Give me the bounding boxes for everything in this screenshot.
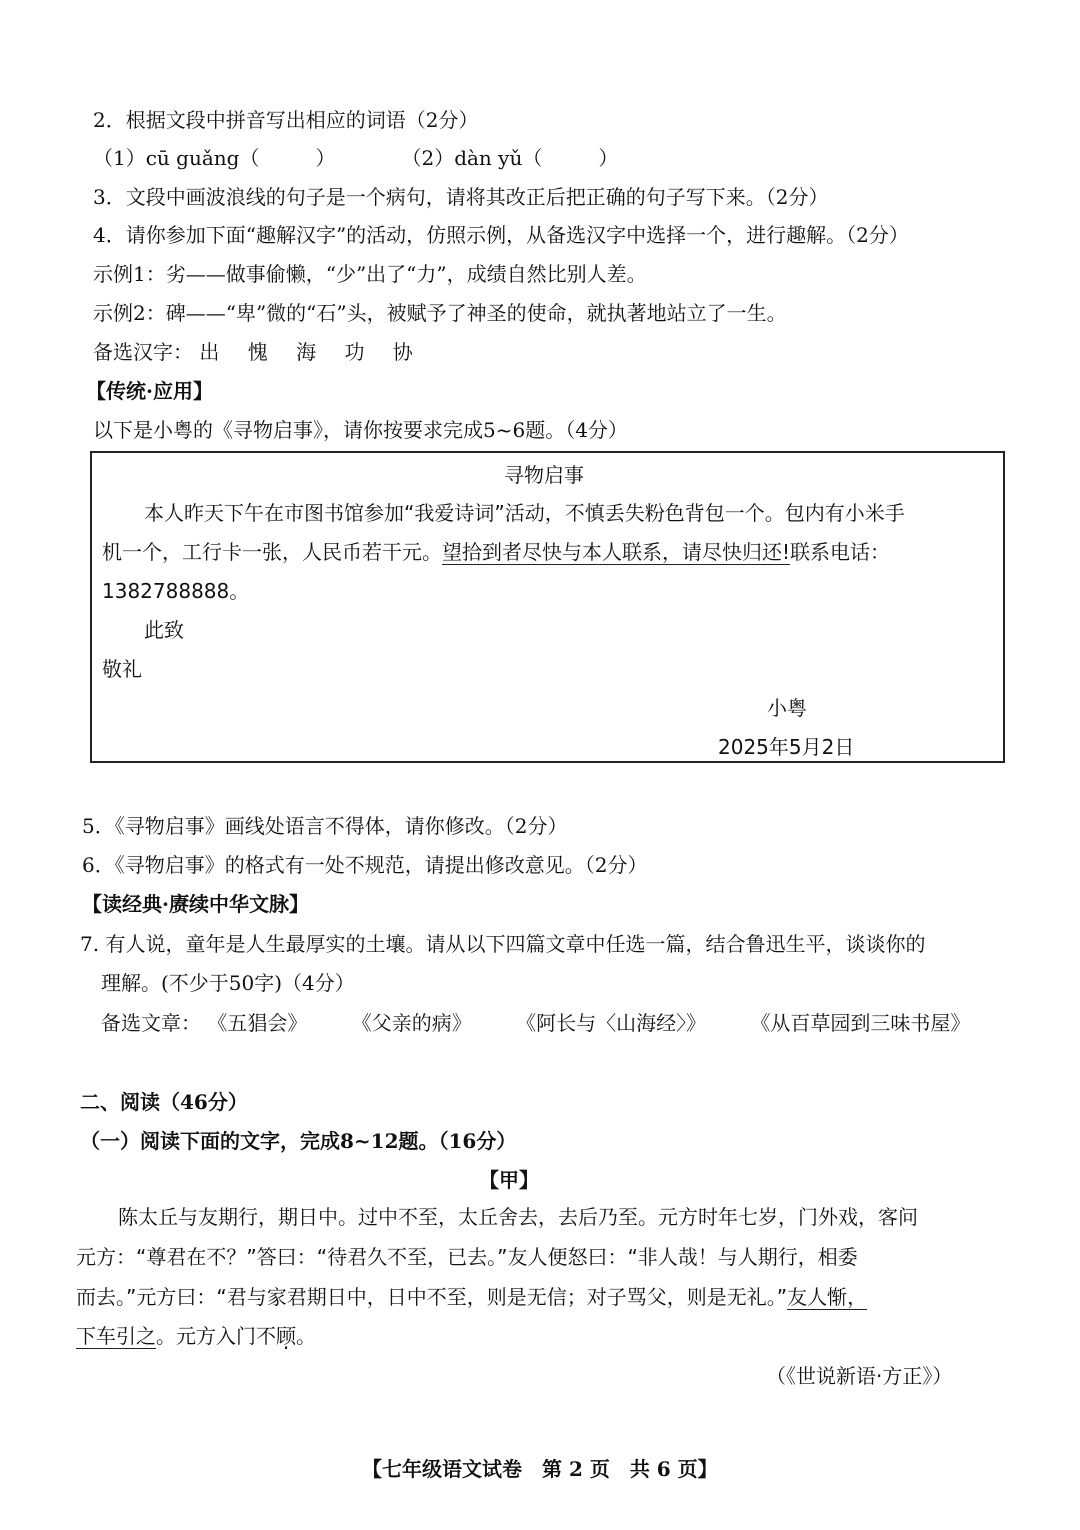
q2-items [93,144,618,172]
passage-dotted-char: 顾 [276,1324,296,1348]
q7-line2: 理解。(不少于50字)（4分） [101,971,355,995]
passage-line4 [76,1322,316,1350]
q5-title: 5．《寻物启事》画线处语言不得体，请你修改。（2分） [82,814,568,838]
q7-line1: 7. 有人说，童年是人生最厚实的土壤。请从以下四篇文章中任选一篇，结合鲁迅生平，谈谈你的 [80,932,926,956]
notice-closing1: 此致 [144,618,184,642]
notice-phone: 1382788888。 [102,579,250,603]
q4-option: 功 [344,340,365,364]
q4-title: 4．请你参加下面“趣解汉字”的活动，仿照示例，从备选汉字中选择一个，进行趣解。（2分） [93,223,909,247]
passage-underlined-2: 下车引之 [76,1324,156,1348]
q6-title: 6．《寻物启事》的格式有一处不规范，请提出修改意见。（2分） [82,853,648,877]
q2-item2: （2）dàn yǔ（ [401,146,543,170]
q4-example2: 示例2：碑——“卑”微的“石”头，被赋予了神圣的使命，就执著地站立了一生。 [93,301,787,325]
notice-box [90,451,1005,763]
notice-line2-pre: 机一个，工行卡一张，人民币若干元。 [102,540,442,564]
q2-title: 2．根据文段中拼音写出相应的词语（2分） [93,108,479,132]
notice-date: 2025年5月2日 [718,735,855,759]
q2-item2-close: ） [598,146,619,170]
q7-article: 《阿长与〈山海经〉》 [516,1011,707,1035]
q3-title: 3．文段中画波浪线的句子是一个病句，请将其改正后把正确的句子写下来。（2分） [93,185,829,209]
q4-example1: 示例1：劣——做事偷懒，“少”出了“力”，成绩自然比别人差。 [93,262,647,286]
notice-line2-post: 联系电话： [790,540,891,564]
part2-heading: 二、阅读（46分） [80,1090,248,1114]
notice-line2 [102,538,890,566]
q4-options [93,338,435,366]
q7-article: 《五猖会》 [207,1011,308,1035]
passage-line4-end: 。 [296,1324,316,1348]
section-classic-heading: 【读经典·赓续中华文脉】 [82,892,309,916]
q2-item1: （1）cū guǎng（ [93,146,260,170]
part2-sub-heading: （一）阅读下面的文字，完成8~12题。（16分） [80,1129,517,1153]
notice-closing2: 敬礼 [102,657,142,681]
passage-line4-text: 。元方入门不 [156,1324,276,1348]
q4-option: 海 [296,340,317,364]
passage-underlined-1: 友人惭， [787,1285,868,1309]
q4-option: 协 [392,340,413,364]
section-tradition-heading: 【传统·应用】 [86,379,213,403]
notice-signature: 小粤 [767,696,807,720]
passage-line3 [76,1283,867,1311]
q7-articles-label: 备选文章： [101,1011,201,1035]
passage-line1: 陈太丘与友期行，期日中。过中不至，太丘舍去，去后乃至。元方时年七岁，门外戏，客问 [118,1205,918,1229]
q2-item1-close: ） [315,146,336,170]
q4-options-label: 备选汉字： [93,340,193,364]
q4-option: 出 [199,340,220,364]
notice-line1: 本人昨天下午在市图书馆参加“我爱诗词”活动，不慎丢失粉色背包一个。包内有小米手 [144,501,905,525]
passage-line2: 元方：“尊君在不？”答曰：“待君久不至，已去。”友人便怒曰：“非人哉！与人期行，相委 [76,1245,858,1269]
passage-source: （《世说新语·方正》） [766,1364,953,1388]
q7-articles [101,1009,1008,1037]
notice-title: 寻物启事 [504,463,584,487]
notice-underlined-sentence: 望拾到者尽快与本人联系，请尽快归还! [442,540,791,564]
q7-article: 《从百草园到三味书屋》 [750,1011,971,1035]
q4-option: 愧 [247,340,268,364]
page-footer: 【七年级语文试卷 第 2 页 共 6 页】 [362,1457,718,1481]
section-tradition-intro: 以下是小粤的《寻物启事》，请你按要求完成5~6题。（4分） [93,418,628,442]
passage-label: 【甲】 [479,1168,539,1192]
q7-article: 《父亲的病》 [351,1011,472,1035]
passage-line3-pre: 而去。”元方曰：“君与家君期日中，日中不至，则是无信；对子骂父，则是无礼。” [76,1285,788,1309]
